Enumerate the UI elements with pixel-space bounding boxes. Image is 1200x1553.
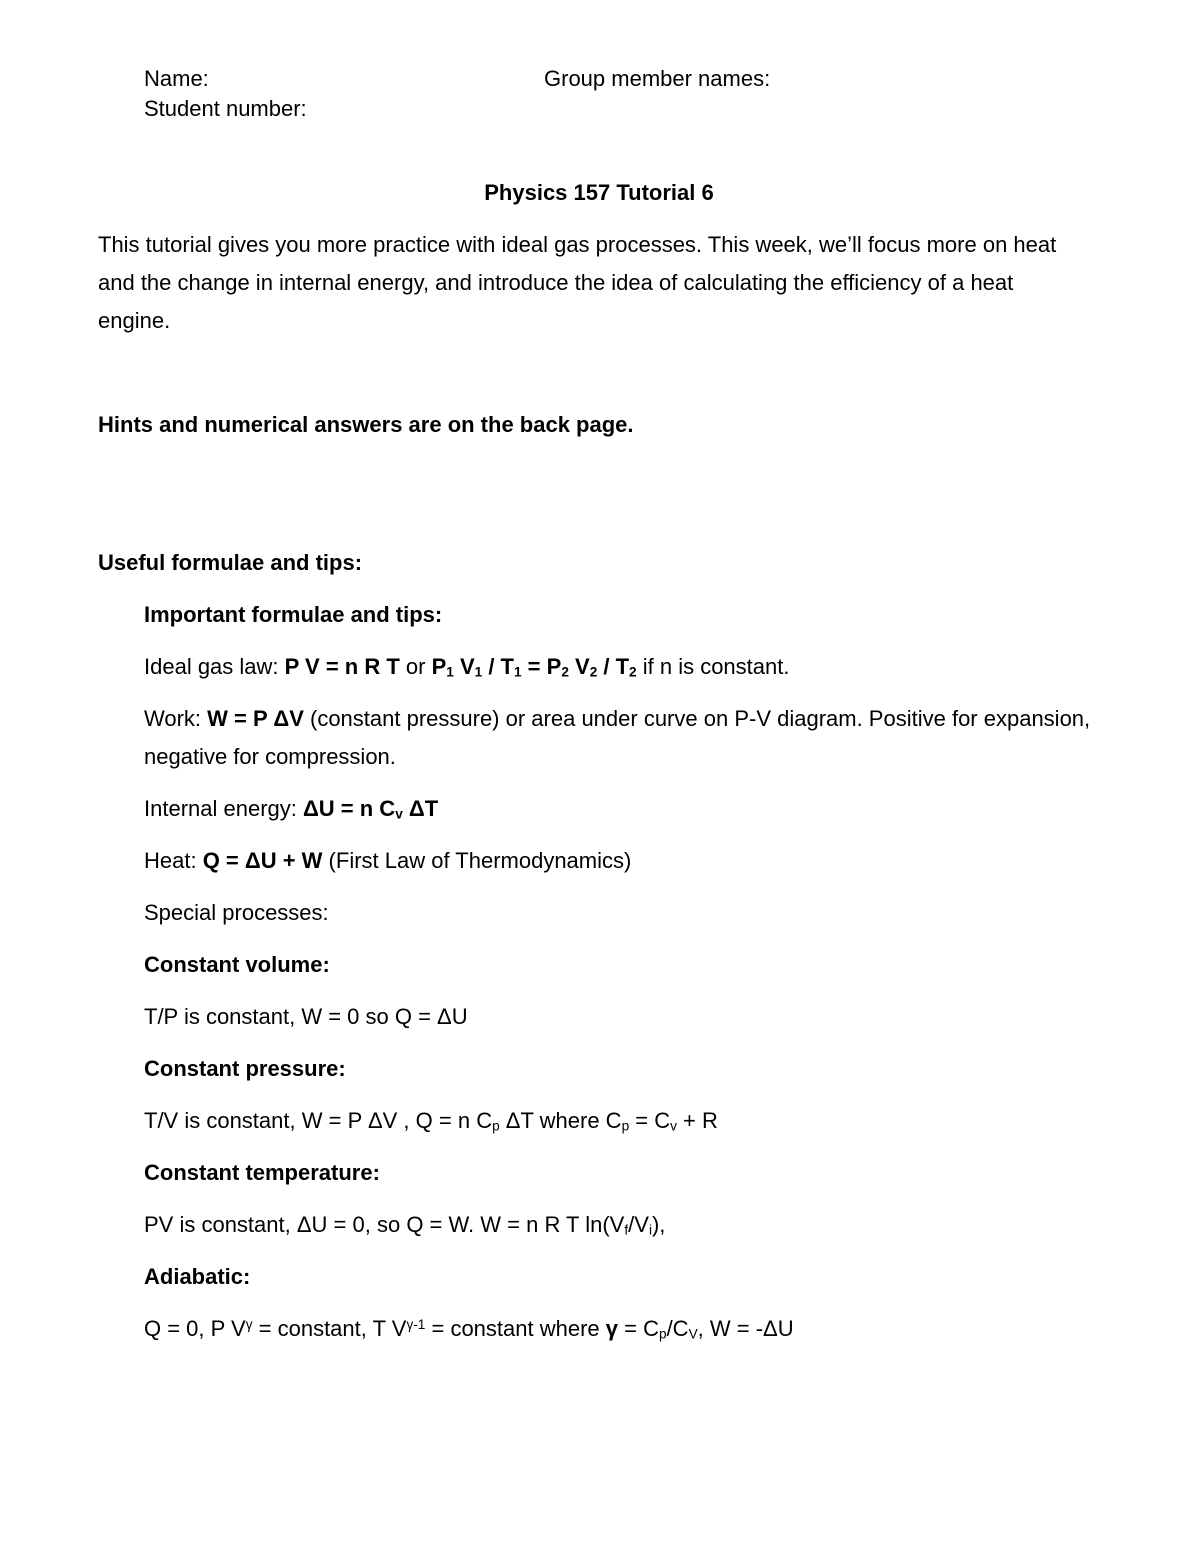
formula-segment: P (431, 654, 447, 679)
formula-segment: p (658, 1326, 667, 1342)
formula-segment: , W = -ΔU (697, 1316, 794, 1341)
formula-segment: PV is constant, ΔU = 0, so Q = W. W = n R T ln(V (144, 1212, 625, 1237)
formula-segment: Work: (144, 706, 208, 731)
formula-segment: / T (482, 654, 514, 679)
student-number-label: Student number: (144, 96, 307, 121)
formula-segment: Q = ΔU + W (202, 848, 323, 873)
ideal-gas-law-line (144, 648, 1124, 686)
constant-pressure-line (144, 1102, 1124, 1140)
formula-segment: p (492, 1118, 500, 1134)
formula-segment: 2 (589, 664, 598, 680)
constant-temperature-line (144, 1206, 1124, 1244)
formula-segment: ), (651, 1212, 666, 1237)
group-members-label: Group member names: (544, 66, 771, 91)
special-processes-line (144, 894, 1124, 932)
formula-segment: (constant pressure) or area under curve on P-V diagram. Positive for expansion, negative for compression. (144, 706, 1091, 769)
hints-note: Hints and numerical answers are on the back page. (98, 412, 634, 437)
formula-segment: Ideal gas law: (144, 654, 285, 679)
formula-segment: 1 (446, 664, 454, 680)
formula-segment: i (648, 1222, 652, 1238)
formula-segment: ΔT where C (499, 1108, 622, 1133)
page-title: Physics 157 Tutorial 6 (484, 180, 714, 205)
formula-segment: γ-1 (406, 1317, 426, 1333)
constant-volume-heading (144, 946, 1124, 984)
formula-segment: f (624, 1222, 629, 1238)
adiabatic-heading (144, 1258, 1124, 1296)
formula-segment: if n is constant. (636, 654, 790, 679)
formula-segment: 2 (561, 664, 569, 680)
intro-paragraph: This tutorial gives you more practice with ideal gas processes. This week, we’ll focus more on heat and the change in internal energy, and introduce the idea of calculating the efficiency of a heat engine. (98, 232, 1057, 333)
formula-segment: Heat: (144, 848, 203, 873)
formula-segment: W = P ΔV (207, 706, 304, 731)
formula-segment: T/V is constant, W = P ΔV , Q = n C (144, 1108, 493, 1133)
formula-segment: γ (245, 1317, 253, 1333)
formula-segment: V (688, 1326, 698, 1342)
formula-segment: T/P is constant, W = 0 so Q = ΔU (144, 1004, 468, 1029)
header-right-column (544, 64, 770, 124)
formula-segment: /V (628, 1212, 649, 1237)
formula-segment: = C (629, 1108, 671, 1133)
formula-segment: 2 (629, 664, 637, 680)
formula-segment: or (399, 654, 432, 679)
formula-segment: /C (666, 1316, 689, 1341)
formula-segment: = C (618, 1316, 659, 1341)
formula-segment: ΔU = n C (302, 796, 396, 821)
formula-segment: 1 (513, 664, 522, 680)
section-heading: Useful formulae and tips: (98, 550, 363, 575)
formula-segment: γ (605, 1316, 619, 1341)
formula-segment: V (568, 654, 590, 679)
important-formulae-heading (144, 596, 1124, 634)
internal-energy-line (144, 790, 1124, 828)
formula-segment: P V = n R T (284, 654, 400, 679)
formula-segment: Internal energy: (144, 796, 303, 821)
formula-segment: v (395, 806, 403, 822)
formula-segment: / T (597, 654, 630, 679)
formula-segment: Constant pressure: (144, 1056, 346, 1081)
constant-pressure-heading (144, 1050, 1124, 1088)
formula-segment: = constant, T V (252, 1316, 407, 1341)
heat-line (144, 842, 1124, 880)
constant-volume-line (144, 998, 1124, 1036)
adiabatic-line (144, 1310, 1124, 1348)
work-line (144, 700, 1124, 776)
formula-segment: p (621, 1118, 630, 1134)
formula-segment: ΔT (402, 796, 439, 821)
formulae-list (144, 596, 1124, 1348)
formula-segment: Special processes: (144, 900, 329, 925)
formula-segment: (First Law of Thermodynamics) (322, 848, 632, 873)
formula-segment: Important formulae and tips: (144, 602, 443, 627)
formula-segment: Constant volume: (144, 952, 330, 977)
formula-segment: 1 (474, 664, 483, 680)
formula-segment: Adiabatic: (144, 1264, 251, 1289)
formula-segment: + R (676, 1108, 718, 1133)
formula-segment: Constant temperature: (144, 1160, 380, 1185)
formula-segment: v (670, 1118, 677, 1134)
formula-segment: Q = 0, P V (144, 1316, 246, 1341)
formula-segment: = P (521, 654, 562, 679)
header-left-column (144, 64, 544, 124)
formula-segment: = constant where (425, 1316, 606, 1341)
document-header (144, 64, 1100, 124)
formula-segment: V (453, 654, 475, 679)
name-label: Name: (144, 66, 209, 91)
constant-temperature-heading (144, 1154, 1124, 1192)
